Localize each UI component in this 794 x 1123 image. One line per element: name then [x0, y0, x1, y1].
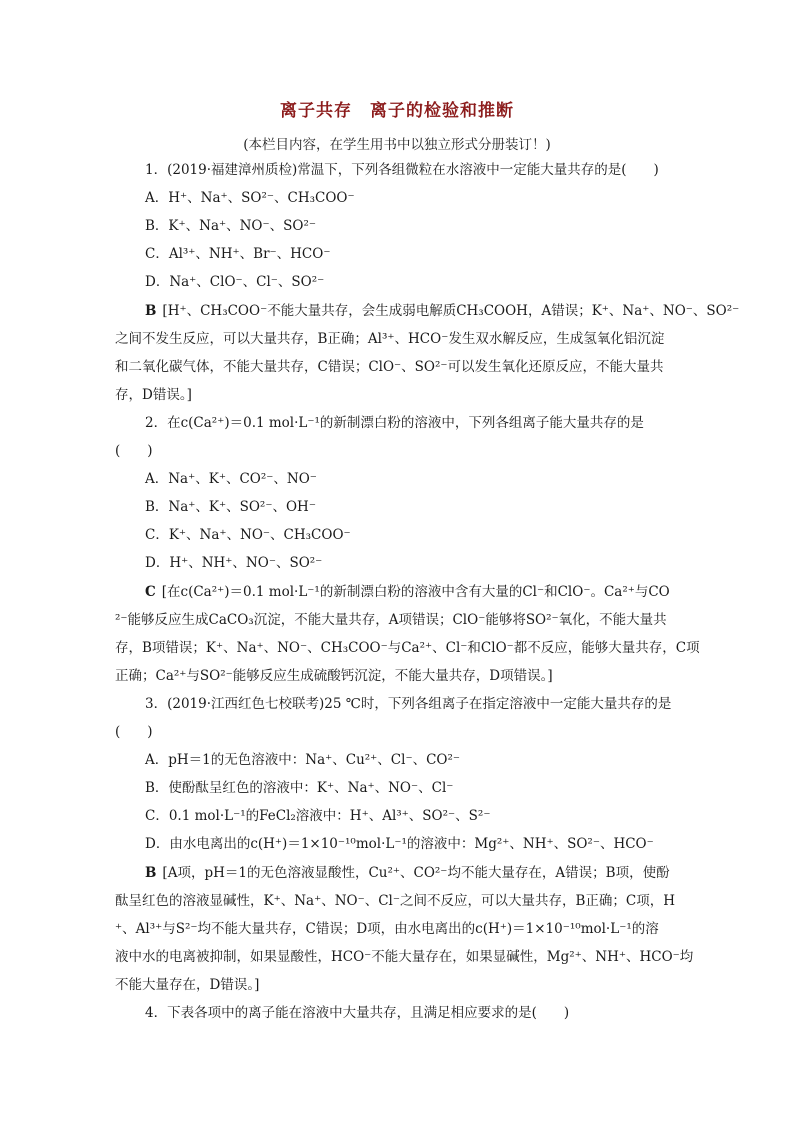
text-line [115, 947, 693, 967]
text-line [115, 666, 553, 686]
line-text: 存，B项错误；K⁺、Na⁺、NO⁻、CH₃COO⁻与Ca²⁺、Cl⁻和ClO⁻都不反应，能够大量共存，C项 [115, 640, 700, 656]
line-text: ( ) [115, 443, 153, 459]
line-text: B．使酚酞呈红色的溶液中：K⁺、Na⁺、NO⁻、Cl⁻ [145, 780, 454, 796]
answer-label: C [145, 584, 156, 600]
line-text: 2．在c(Ca²⁺)＝0.1 mol·L⁻¹的新制漂白粉的溶液中，下列各组离子能大量共存的是 [145, 415, 644, 431]
text-line [115, 441, 153, 461]
line-text: B．K⁺、Na⁺、NO⁻、SO²⁻ [145, 218, 316, 234]
text-line [115, 385, 192, 405]
line-text: 不能大量存在，D错误。] [115, 977, 260, 993]
line-text: ( ) [115, 724, 153, 740]
question-line [145, 694, 671, 714]
option-line [145, 778, 453, 798]
option-line [145, 497, 316, 517]
line-text: A．pH＝1的无色溶液中：Na⁺、Cu²⁺、Cl⁻、CO²⁻ [145, 752, 461, 768]
line-text: 存，D错误。] [115, 387, 192, 403]
answer-label: B [145, 865, 157, 881]
line-text: [A项，pH＝1的无色溶液显酸性，Cu²⁺、CO²⁻均不能大量存在，A错误；B项，使酚 [162, 865, 670, 881]
question-line [145, 1003, 569, 1023]
answer-line [145, 863, 670, 883]
text-line [115, 357, 664, 377]
line-text: D．Na⁺、ClO⁻、Cl⁻、SO²⁻ [145, 274, 325, 290]
option-line [145, 553, 322, 573]
text-line [115, 329, 664, 349]
option-line [145, 806, 490, 826]
option-line [145, 244, 330, 264]
line-text: 和二氧化碳气体，不能大量共存，C错误；ClO⁻、SO²⁻可以发生氧化还原反应，不能大量共 [115, 359, 664, 375]
line-text: 4．下表各项中的离子能在溶液中大量共存，且满足相应要求的是( ) [145, 1005, 570, 1021]
line-text: ²⁻能够反应生成CaCO₃沉淀，不能大量共存，A项错误；ClO⁻能够将SO²⁻氧化，不能大量共 [115, 612, 667, 628]
question-line [145, 160, 659, 180]
option-line [145, 188, 355, 208]
line-text: 3．(2019·江西红色七校联考)25 ℃时，下列各组离子在指定溶液中一定能大量共存的是 [145, 696, 672, 712]
line-text: 酞呈红色的溶液显碱性，K⁺、Na⁺、NO⁻、Cl⁻之间不反应，可以大量共存，B正确；C项，H [115, 893, 675, 909]
option-line [145, 834, 654, 854]
option-line [145, 750, 460, 770]
line-text: A．H⁺、Na⁺、SO²⁻、CH₃COO⁻ [145, 190, 355, 206]
question-line [145, 413, 644, 433]
line-text: 正确；Ca²⁺与SO²⁻能够反应生成硫酸钙沉淀，不能大量共存，D项错误。] [115, 668, 553, 684]
answer-line [145, 301, 739, 321]
line-text: C．K⁺、Na⁺、NO⁻、CH₃COO⁻ [145, 527, 351, 543]
text-line [115, 891, 675, 911]
line-text: D．H⁺、NH⁺、NO⁻、SO²⁻ [145, 555, 323, 571]
page-title: 离子共存 离子的检验和推断 [280, 101, 514, 121]
text-line [115, 610, 667, 630]
answer-line [145, 582, 670, 602]
line-text: D．由水电离出的c(H⁺)＝1×10⁻¹⁰mol·L⁻¹的溶液中：Mg²⁺、NH⁺、SO²⁻、HCO⁻ [145, 836, 654, 852]
line-text: 之间不发生反应，可以大量共存，B正确；Al³⁺、HCO⁻发生双水解反应，生成氢氧化铝沉淀 [115, 331, 665, 347]
text-line [115, 919, 659, 939]
option-line [145, 469, 317, 489]
option-line [145, 272, 324, 292]
line-text: A．Na⁺、K⁺、CO²⁻、NO⁻ [145, 471, 317, 487]
page-subtitle: (本栏目内容，在学生用书中以独立形式分册装订！) [243, 137, 551, 153]
text-line [115, 638, 700, 658]
line-text: 1．(2019·福建漳州质检)常温下，下列各组微粒在水溶液中一定能大量共存的是( ) [145, 162, 659, 178]
text-line [115, 722, 153, 742]
line-text: B．Na⁺、K⁺、SO²⁻、OH⁻ [145, 499, 316, 515]
line-text: [在c(Ca²⁺)＝0.1 mol·L⁻¹的新制漂白粉的溶液中含有大量的Cl⁻和ClO⁻。Ca²⁺与CO [161, 584, 670, 600]
option-line [145, 216, 316, 236]
line-text: [H⁺、CH₃COO⁻不能大量共存，会生成弱电解质CH₃COOH，A错误；K⁺、Na⁺、NO⁻、SO²⁻ [162, 303, 740, 319]
line-text: 液中水的电离被抑制，如果显酸性，HCO⁻不能大量存在，如果显碱性，Mg²⁺、NH⁺、HCO⁻均 [115, 949, 694, 965]
line-text: C．Al³⁺、NH⁺、Br⁻、HCO⁻ [145, 246, 331, 262]
option-line [145, 525, 351, 545]
text-line [115, 975, 259, 995]
line-text: C．0.1 mol·L⁻¹的FeCl₂溶液中：H⁺、Al³⁺、SO²⁻、S²⁻ [145, 808, 491, 824]
line-text: ⁺、Al³⁺与S²⁻均不能大量共存，C错误；D项，由水电离出的c(H⁺)＝1×10⁻¹⁰mol·L⁻¹的溶 [115, 921, 659, 937]
answer-label: B [145, 303, 157, 319]
